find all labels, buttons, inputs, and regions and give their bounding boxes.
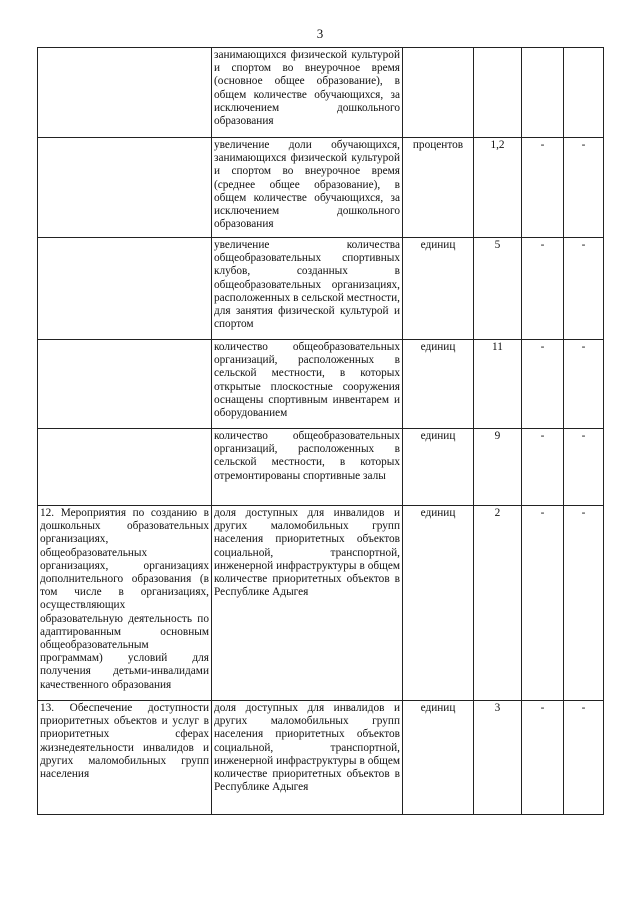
value-cell-2: -: [522, 701, 564, 815]
value-cell: 9: [474, 429, 522, 506]
value-cell-3: -: [564, 138, 604, 238]
value-cell-2: -: [522, 138, 564, 238]
table-row: [38, 138, 604, 238]
value-cell: 2: [474, 506, 522, 701]
value-cell-3: -: [564, 238, 604, 340]
value-cell-2: -: [522, 238, 564, 340]
value-cell-3: -: [564, 701, 604, 815]
measure-cell: [38, 340, 212, 429]
unit-cell: единиц: [403, 701, 474, 815]
unit-cell: единиц: [403, 506, 474, 701]
measure-cell: 13. Обеспечение доступности приоритетных объектов и услуг в приоритетных сферах жизнедеятельности инвалидов и других маломобильных групп населения: [38, 701, 212, 815]
table-row: [38, 701, 604, 815]
indicator-cell: количество общеобразовательных организаций, расположенных в сельской местности, в которых отремонтированы спортивные залы: [212, 429, 403, 506]
indicator-cell: доля доступных для инвалидов и других маломобильных групп населения приоритетных объектов социальной, транспортной, инженерной инфраструктуры в общем количестве приоритетных объектов в Республике Адыгея: [212, 701, 403, 815]
measure-cell: 12. Мероприятия по созданию в дошкольных образовательных организациях, общеобразовательных организациях, организациях дополнительного образования (в том числе в организациях, осуществляющих образовательную деятельность по адаптированным основным общеобразовательным программам) условий для получения детьми-инвалидами качественного образования: [38, 506, 212, 701]
value-cell: 3: [474, 701, 522, 815]
unit-cell: единиц: [403, 429, 474, 506]
unit-cell: [403, 48, 474, 138]
table-row: [38, 506, 604, 701]
value-cell-2: -: [522, 340, 564, 429]
indicator-cell: увеличение доли обучающихся, занимающихся физической культурой и спортом во внеурочное время (среднее общее образование), в общем количестве обучающихся, за исключением дошкольного образования: [212, 138, 403, 238]
indicator-cell: доля доступных для инвалидов и других маломобильных групп населения приоритетных объектов социальной, транспортной, инженерной инфраструктуры в общем количестве приоритетных объектов в Республике Адыгея: [212, 506, 403, 701]
value-cell-3: -: [564, 340, 604, 429]
measure-cell: [38, 48, 212, 138]
indicator-cell: увеличение количества общеобразовательных спортивных клубов, созданных в общеобразовательных организациях, расположенных в сельской местности, для занятия физической культурой и спортом: [212, 238, 403, 340]
indicator-cell: количество общеобразовательных организаций, расположенных в сельской местности, в которых открытые плоскостные сооружения оснащены спортивным инвентарем и оборудованием: [212, 340, 403, 429]
table-row: [38, 238, 604, 340]
measure-cell: [38, 429, 212, 506]
unit-cell: единиц: [403, 238, 474, 340]
value-cell-3: -: [564, 429, 604, 506]
value-cell: 11: [474, 340, 522, 429]
table-row: [38, 429, 604, 506]
indicator-cell: занимающихся физической культурой и спортом во внеурочное время (основное общее образование), в общем количестве обучающихся, за исключением дошкольного образования: [212, 48, 403, 138]
value-cell-3: [564, 48, 604, 138]
value-cell-2: [522, 48, 564, 138]
program-indicators-table: [37, 47, 604, 815]
measure-cell: [38, 138, 212, 238]
table-row: [38, 340, 604, 429]
measure-cell: [38, 238, 212, 340]
table-row: [38, 48, 604, 138]
value-cell-2: -: [522, 506, 564, 701]
unit-cell: процентов: [403, 138, 474, 238]
page-number: 3: [316, 26, 324, 41]
value-cell: [474, 48, 522, 138]
value-cell: 1,2: [474, 138, 522, 238]
value-cell-2: -: [522, 429, 564, 506]
value-cell-3: -: [564, 506, 604, 701]
value-cell: 5: [474, 238, 522, 340]
unit-cell: единиц: [403, 340, 474, 429]
